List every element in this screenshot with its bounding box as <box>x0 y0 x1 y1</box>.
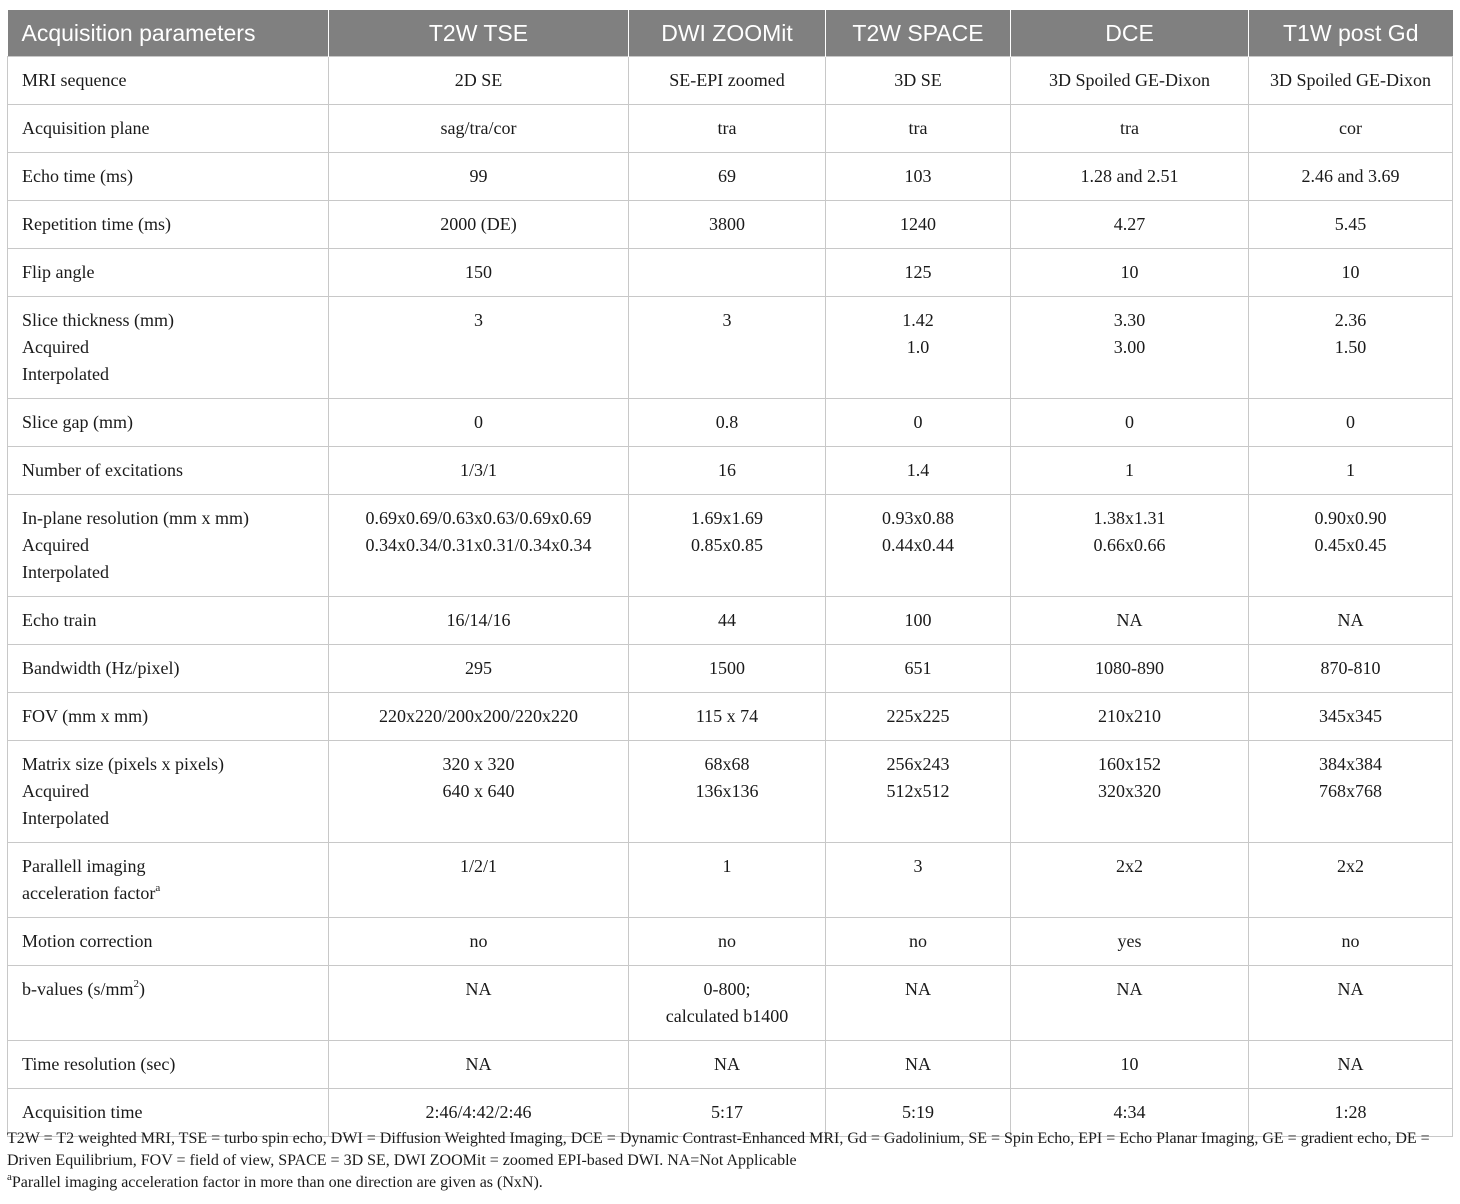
footnote-marker: a <box>7 1170 12 1183</box>
cell-dwi: 16 <box>629 447 826 495</box>
cell-t1w: cor <box>1249 105 1453 153</box>
param-label: Acquisition plane <box>8 105 329 153</box>
cell-space <box>826 297 1011 399</box>
cell-dwi: 115 x 74 <box>629 693 826 741</box>
cell-t1w: 870-810 <box>1249 645 1453 693</box>
cell-line: 768x768 <box>1319 781 1382 801</box>
param-label: Echo time (ms) <box>8 153 329 201</box>
param-text: b-values (s/mm <box>22 979 134 999</box>
cell-t1w: 10 <box>1249 249 1453 297</box>
cell-dce <box>1011 495 1249 597</box>
cell-t2w-tse: 0 <box>329 399 629 447</box>
param-line: In-plane resolution (mm x mm) <box>22 508 249 528</box>
param-line: Interpolated <box>22 562 109 582</box>
cell-space: NA <box>826 966 1011 1041</box>
param-text: ) <box>138 979 145 999</box>
param-label <box>8 297 329 399</box>
param-label: MRI sequence <box>8 57 329 105</box>
cell-dce: 1.28 and 2.51 <box>1011 153 1249 201</box>
cell-t1w: 2x2 <box>1249 843 1453 918</box>
cell-line: 1.0 <box>906 337 930 357</box>
param-label: FOV (mm x mm) <box>8 693 329 741</box>
cell-line: 160x152 <box>1098 754 1161 774</box>
cell-line: 640 x 640 <box>442 781 515 801</box>
cell-line: 320x320 <box>1098 781 1161 801</box>
param-label: Echo train <box>8 597 329 645</box>
table-footnotes <box>7 1128 1452 1194</box>
header-t2w-tse: T2W TSE <box>329 10 629 57</box>
table-container <box>7 10 1452 1137</box>
cell-line: 0.45x0.45 <box>1314 535 1387 555</box>
footnote-marker: a <box>155 882 161 894</box>
param-label: Acquisition time <box>8 1089 329 1137</box>
row-time-resolution <box>8 1041 1453 1089</box>
cell-line: calculated b1400 <box>665 1006 789 1026</box>
row-matrix-size <box>8 741 1453 843</box>
cell-dce: 210x210 <box>1011 693 1249 741</box>
row-echo-time <box>8 153 1453 201</box>
param-text: acceleration factor <box>22 883 156 903</box>
cell-dwi: 69 <box>629 153 826 201</box>
cell-dce: yes <box>1011 918 1249 966</box>
param-label: Repetition time (ms) <box>8 201 329 249</box>
cell-space <box>826 495 1011 597</box>
cell-dce <box>1011 741 1249 843</box>
cell-line: 256x243 <box>886 754 950 774</box>
cell-dwi: 1500 <box>629 645 826 693</box>
cell-t2w-tse: 2:46/4:42/2:46 <box>329 1089 629 1137</box>
row-repetition-time <box>8 201 1453 249</box>
cell-t2w-tse: no <box>329 918 629 966</box>
param-line: Acquired <box>22 535 89 555</box>
param-line: Acquired <box>22 337 89 357</box>
cell-dwi: 0.8 <box>629 399 826 447</box>
cell-t1w: 1 <box>1249 447 1453 495</box>
cell-line: 136x136 <box>695 781 759 801</box>
footnote-text: Parallel imaging acceleration factor in more than one direction are given as (NxN). <box>11 1174 543 1191</box>
cell-t1w: NA <box>1249 966 1453 1041</box>
cell-line: 0.90x0.90 <box>1314 508 1387 528</box>
cell-space: tra <box>826 105 1011 153</box>
cell-t2w-tse: 99 <box>329 153 629 201</box>
row-flip-angle <box>8 249 1453 297</box>
param-line: Parallell imaging <box>22 856 146 876</box>
row-echo-train <box>8 597 1453 645</box>
cell-dwi: 1 <box>629 843 826 918</box>
cell-t2w-tse: 16/14/16 <box>329 597 629 645</box>
cell-space: 1.4 <box>826 447 1011 495</box>
param-label <box>8 741 329 843</box>
cell-t2w-tse: 1/2/1 <box>329 843 629 918</box>
acquisition-parameters-table <box>7 10 1453 1137</box>
cell-dce: 1080-890 <box>1011 645 1249 693</box>
cell-dwi: 3800 <box>629 201 826 249</box>
cell-t1w: 3D Spoiled GE-Dixon <box>1249 57 1453 105</box>
row-bandwidth <box>8 645 1453 693</box>
cell-line: 0.85x0.85 <box>691 535 763 555</box>
cell-line: 0.93x0.88 <box>882 508 954 528</box>
row-slice-gap <box>8 399 1453 447</box>
cell-dce: 10 <box>1011 1041 1249 1089</box>
cell-dce: NA <box>1011 597 1249 645</box>
cell-dce <box>1011 297 1249 399</box>
cell-line: 1.50 <box>1334 337 1367 357</box>
cell-space: 100 <box>826 597 1011 645</box>
cell-dwi: SE-EPI zoomed <box>629 57 826 105</box>
cell-dce: 2x2 <box>1011 843 1249 918</box>
cell-space: 1240 <box>826 201 1011 249</box>
cell-dce: 4:34 <box>1011 1089 1249 1137</box>
cell-line: 3.00 <box>1113 337 1146 357</box>
cell-dwi <box>629 495 826 597</box>
row-b-values <box>8 966 1453 1041</box>
header-t2w-space: T2W SPACE <box>826 10 1011 57</box>
superscript: 2 <box>133 978 139 990</box>
cell-dwi: 5:17 <box>629 1089 826 1137</box>
param-label <box>8 843 329 918</box>
cell-t1w: 345x345 <box>1249 693 1453 741</box>
cell-line: 1.42 <box>902 310 934 330</box>
cell-t2w-tse: 220x220/200x200/220x220 <box>329 693 629 741</box>
cell-dce: tra <box>1011 105 1249 153</box>
cell-space: 0 <box>826 399 1011 447</box>
cell-line: 1.38x1.31 <box>1093 508 1166 528</box>
header-dwi-zoomit: DWI ZOOMit <box>629 10 826 57</box>
cell-line: 3 <box>474 310 483 330</box>
row-in-plane-resolution <box>8 495 1453 597</box>
header-t1w-post-gd: T1W post Gd <box>1249 10 1453 57</box>
cell-dce: 0 <box>1011 399 1249 447</box>
param-label: Slice gap (mm) <box>8 399 329 447</box>
cell-dce: 3D Spoiled GE-Dixon <box>1011 57 1249 105</box>
cell-t2w-tse: NA <box>329 1041 629 1089</box>
cell-line: 3 <box>722 310 732 330</box>
param-label: Motion correction <box>8 918 329 966</box>
cell-line: 1.69x1.69 <box>691 508 763 528</box>
cell-t1w: 1:28 <box>1249 1089 1453 1137</box>
abbreviations-note: T2W = T2 weighted MRI, TSE = turbo spin echo, DWI = Diffusion Weighted Imaging, DCE = Dynamic Contrast-Enhanced MRI, Gd = Gadolinium, SE = Spin Echo, EPI = Echo Planar Imaging, GE = gradient echo, DE = Driven Equilibrium, FOV = field of view, SPACE = 3D SE, DWI ZOOMit = zoomed EPI-based DWI. NA=Not Applicable <box>7 1130 1430 1169</box>
row-acquisition-plane <box>8 105 1453 153</box>
cell-line: 384x384 <box>1319 754 1382 774</box>
cell-t1w <box>1249 495 1453 597</box>
cell-space: 5:19 <box>826 1089 1011 1137</box>
cell-t1w: 5.45 <box>1249 201 1453 249</box>
cell-space: 103 <box>826 153 1011 201</box>
header-dce: DCE <box>1011 10 1249 57</box>
param-line <box>22 880 322 907</box>
cell-space: 225x225 <box>826 693 1011 741</box>
cell-line: 2.36 <box>1334 310 1367 330</box>
cell-line: 512x512 <box>886 781 950 801</box>
param-label: Flip angle <box>8 249 329 297</box>
cell-dwi <box>629 297 826 399</box>
cell-line: 0.44x0.44 <box>882 535 954 555</box>
cell-dwi <box>629 741 826 843</box>
cell-t1w: 0 <box>1249 399 1453 447</box>
cell-t2w-tse: 2D SE <box>329 57 629 105</box>
cell-t2w-tse: 150 <box>329 249 629 297</box>
row-slice-thickness <box>8 297 1453 399</box>
cell-t1w: 2.46 and 3.69 <box>1249 153 1453 201</box>
row-fov <box>8 693 1453 741</box>
cell-space: 3D SE <box>826 57 1011 105</box>
cell-t1w: NA <box>1249 597 1453 645</box>
param-line: Slice thickness (mm) <box>22 310 174 330</box>
param-line: Interpolated <box>22 808 109 828</box>
cell-t2w-tse <box>329 495 629 597</box>
cell-space: 3 <box>826 843 1011 918</box>
cell-dce: 4.27 <box>1011 201 1249 249</box>
cell-dwi: 44 <box>629 597 826 645</box>
cell-t2w-tse <box>329 741 629 843</box>
cell-line: 3.30 <box>1113 310 1146 330</box>
cell-space <box>826 741 1011 843</box>
cell-space: 651 <box>826 645 1011 693</box>
param-label <box>8 495 329 597</box>
cell-line: 0-800; <box>703 979 751 999</box>
param-label: Time resolution (sec) <box>8 1041 329 1089</box>
cell-dwi: tra <box>629 105 826 153</box>
param-label: Bandwidth (Hz/pixel) <box>8 645 329 693</box>
param-line: Interpolated <box>22 364 109 384</box>
cell-dwi <box>629 249 826 297</box>
row-number-of-excitations <box>8 447 1453 495</box>
row-mri-sequence <box>8 57 1453 105</box>
cell-dwi <box>629 966 826 1041</box>
cell-t2w-tse: NA <box>329 966 629 1041</box>
cell-space: no <box>826 918 1011 966</box>
param-line: Matrix size (pixels x pixels) <box>22 754 224 774</box>
cell-t1w <box>1249 741 1453 843</box>
cell-t2w-tse: 2000 (DE) <box>329 201 629 249</box>
row-motion-correction <box>8 918 1453 966</box>
cell-t1w <box>1249 297 1453 399</box>
footnote-a <box>7 1172 1452 1194</box>
cell-dce: 10 <box>1011 249 1249 297</box>
cell-line: 0.34x0.34/0.31x0.31/0.34x0.34 <box>365 535 592 555</box>
header-acquisition-parameters: Acquisition parameters <box>8 10 329 57</box>
cell-dwi: no <box>629 918 826 966</box>
param-line: Acquired <box>22 781 89 801</box>
cell-t2w-tse: 1/3/1 <box>329 447 629 495</box>
cell-line: 68x68 <box>704 754 750 774</box>
cell-t2w-tse: 295 <box>329 645 629 693</box>
cell-space: 125 <box>826 249 1011 297</box>
cell-t2w-tse: sag/tra/cor <box>329 105 629 153</box>
cell-space: NA <box>826 1041 1011 1089</box>
cell-t1w: no <box>1249 918 1453 966</box>
cell-dce: NA <box>1011 966 1249 1041</box>
cell-line: 0.69x0.69/0.63x0.63/0.69x0.69 <box>365 508 592 528</box>
cell-dwi: NA <box>629 1041 826 1089</box>
param-label: Number of excitations <box>8 447 329 495</box>
param-label <box>8 966 329 1041</box>
cell-t1w: NA <box>1249 1041 1453 1089</box>
row-parallel-imaging <box>8 843 1453 918</box>
cell-dce: 1 <box>1011 447 1249 495</box>
header-row <box>8 10 1453 57</box>
cell-t2w-tse <box>329 297 629 399</box>
cell-line: 320 x 320 <box>442 754 515 774</box>
cell-line: 0.66x0.66 <box>1093 535 1166 555</box>
